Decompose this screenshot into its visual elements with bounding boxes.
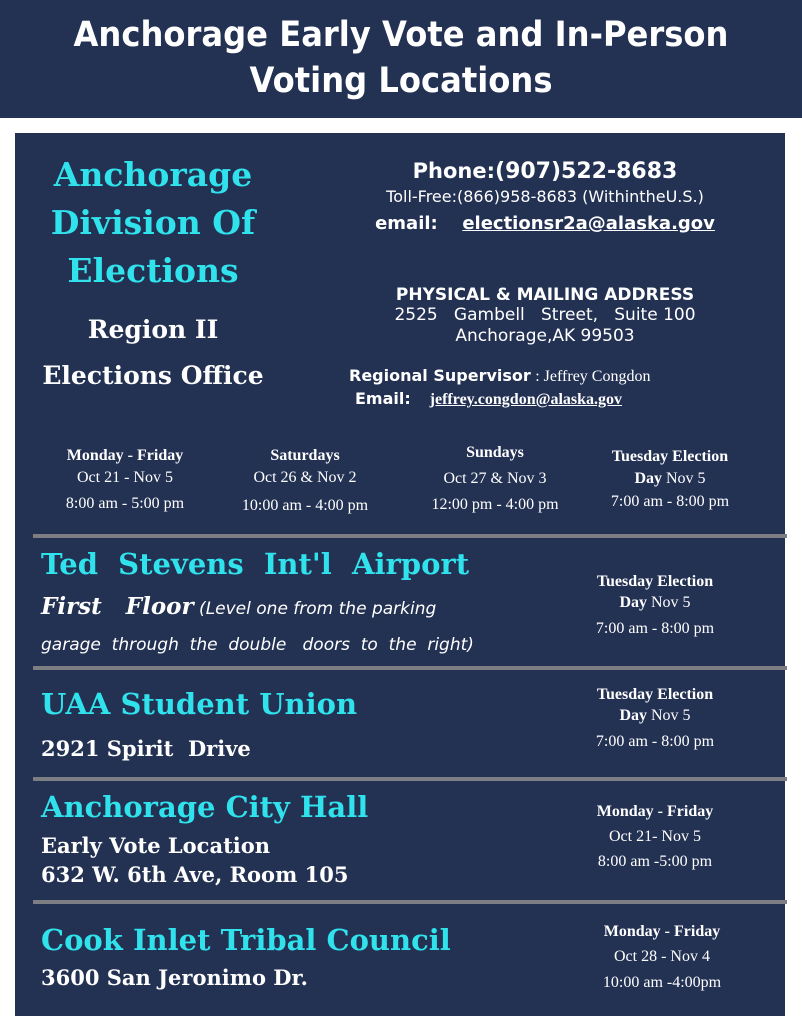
- airport-sched-hours: 7:00 am - 8:00 pm: [595, 620, 715, 637]
- email-label: email:: [375, 213, 438, 234]
- cookinlet-sched-title: Monday - Friday: [603, 923, 721, 940]
- supervisor-line: [349, 366, 789, 386]
- page-title: [32, 12, 770, 104]
- cookinlet-sched-dates: Oct 28 - Nov 4: [614, 948, 710, 965]
- airport-sched-title: Tuesday Election: [596, 573, 714, 590]
- info-panel: [15, 133, 785, 1016]
- title-line-2: Voting Locations: [249, 61, 553, 101]
- schedule-weekdays-title: Monday - Friday: [66, 447, 184, 464]
- location-cookinlet-name: Cook Inlet Tribal Council: [41, 923, 451, 957]
- address-heading: PHYSICAL & MAILING ADDRESS: [395, 285, 695, 305]
- airport-sched-day: Day: [619, 594, 647, 611]
- airport-floor: First Floor: [41, 593, 194, 620]
- location-airport-detail: [41, 593, 561, 620]
- address-line-2: Anchorage,AK 99503: [455, 326, 635, 346]
- office-name-line-3: Elections: [67, 251, 239, 290]
- divider-3: [33, 777, 787, 781]
- schedule-weekdays-hours: 8:00 am - 5:00 pm: [65, 495, 185, 512]
- phone-number: (907)522-8683: [495, 159, 678, 184]
- divider-1: [33, 534, 787, 538]
- divider-2: [33, 666, 787, 670]
- schedule-sundays: [410, 444, 580, 514]
- location-cityhall-details: [41, 831, 541, 889]
- uaa-sched-title: Tuesday Election: [596, 686, 714, 703]
- location-uaa-name: UAA Student Union: [41, 687, 358, 721]
- schedule-sundays-title: Sundays: [466, 444, 524, 461]
- airport-sched-dates: Nov 5: [651, 594, 691, 611]
- schedule-saturdays: [220, 447, 390, 515]
- cityhall-sched-dates: Oct 21- Nov 5: [609, 828, 701, 845]
- supervisor-email-label: Email:: [355, 389, 411, 408]
- schedule-election-title: Tuesday Election: [611, 448, 729, 465]
- schedule-election-day-label: Day: [634, 470, 662, 487]
- location-airport-schedule: [575, 573, 735, 638]
- airport-detail-rest: (Level one from the parking: [193, 599, 437, 619]
- office-name: [33, 151, 273, 295]
- location-cityhall-schedule: [575, 803, 735, 871]
- location-airport-detail-2: garage through the double doors to the right): [41, 635, 474, 655]
- email-line: [315, 213, 775, 234]
- address: [315, 305, 775, 347]
- address-line-1: 2525 Gambell Street, Suite 100: [394, 305, 696, 325]
- schedule-election-day: [590, 448, 750, 511]
- supervisor-email-line: [355, 389, 795, 409]
- schedule-election-hours: 7:00 am - 8:00 pm: [610, 493, 730, 510]
- supervisor-email-link[interactable]: jeffrey.congdon@alaska.gov: [429, 391, 623, 408]
- schedule-weekdays-dates: Oct 21 - Nov 5: [77, 469, 173, 486]
- uaa-sched-hours: 7:00 am - 8:00 pm: [595, 733, 715, 750]
- divider-4: [33, 900, 787, 904]
- location-cityhall-name: Anchorage City Hall: [41, 790, 369, 824]
- title-line-1: Anchorage Early Vote and In-Person: [73, 15, 729, 55]
- office-name-line-2: Division Of: [50, 203, 256, 242]
- uaa-sched-day: Day: [619, 707, 647, 724]
- cityhall-line-1: Early Vote Location: [41, 833, 271, 858]
- cityhall-sched-hours: 8:00 am -5:00 pm: [597, 853, 713, 870]
- tollfree-line: Toll-Free:(866)958-8683 (WithintheU.S.): [386, 187, 704, 206]
- cookinlet-sched-hours: 10:00 am -4:00pm: [602, 974, 722, 991]
- email-link[interactable]: electionsr2a@alaska.gov: [462, 213, 715, 234]
- supervisor-name: : Jeffrey Congdon: [535, 368, 651, 385]
- location-cookinlet-address: 3600 San Jeronimo Dr.: [41, 965, 308, 990]
- location-airport-name: Ted Stevens Int'l Airport: [41, 547, 470, 581]
- office-name-line-1: Anchorage: [53, 155, 253, 194]
- schedule-election-dates: Nov 5: [666, 470, 706, 487]
- schedule-sundays-dates: Oct 27 & Nov 3: [443, 470, 547, 487]
- cityhall-sched-title: Monday - Friday: [596, 803, 714, 820]
- supervisor-label: Regional Supervisor: [349, 366, 531, 385]
- location-cookinlet-schedule: [582, 923, 742, 992]
- cityhall-line-2: 632 W. 6th Ave, Room 105: [41, 862, 349, 887]
- phone-label: Phone:: [412, 159, 496, 183]
- location-uaa-schedule: [575, 686, 735, 751]
- schedule-saturdays-title: Saturdays: [270, 447, 340, 464]
- schedule-weekdays: [45, 447, 205, 513]
- schedule-saturdays-dates: Oct 26 & Nov 2: [253, 469, 357, 486]
- schedule-sundays-hours: 12:00 pm - 4:00 pm: [431, 496, 559, 513]
- office-subtitle: Elections Office: [42, 361, 264, 390]
- phone-line: [315, 159, 775, 184]
- uaa-sched-dates: Nov 5: [651, 707, 691, 724]
- region-label: Region II: [87, 315, 219, 344]
- schedule-saturdays-hours: 10:00 am - 4:00 pm: [241, 497, 369, 514]
- location-uaa-address: 2921 Spirit Drive: [41, 736, 251, 761]
